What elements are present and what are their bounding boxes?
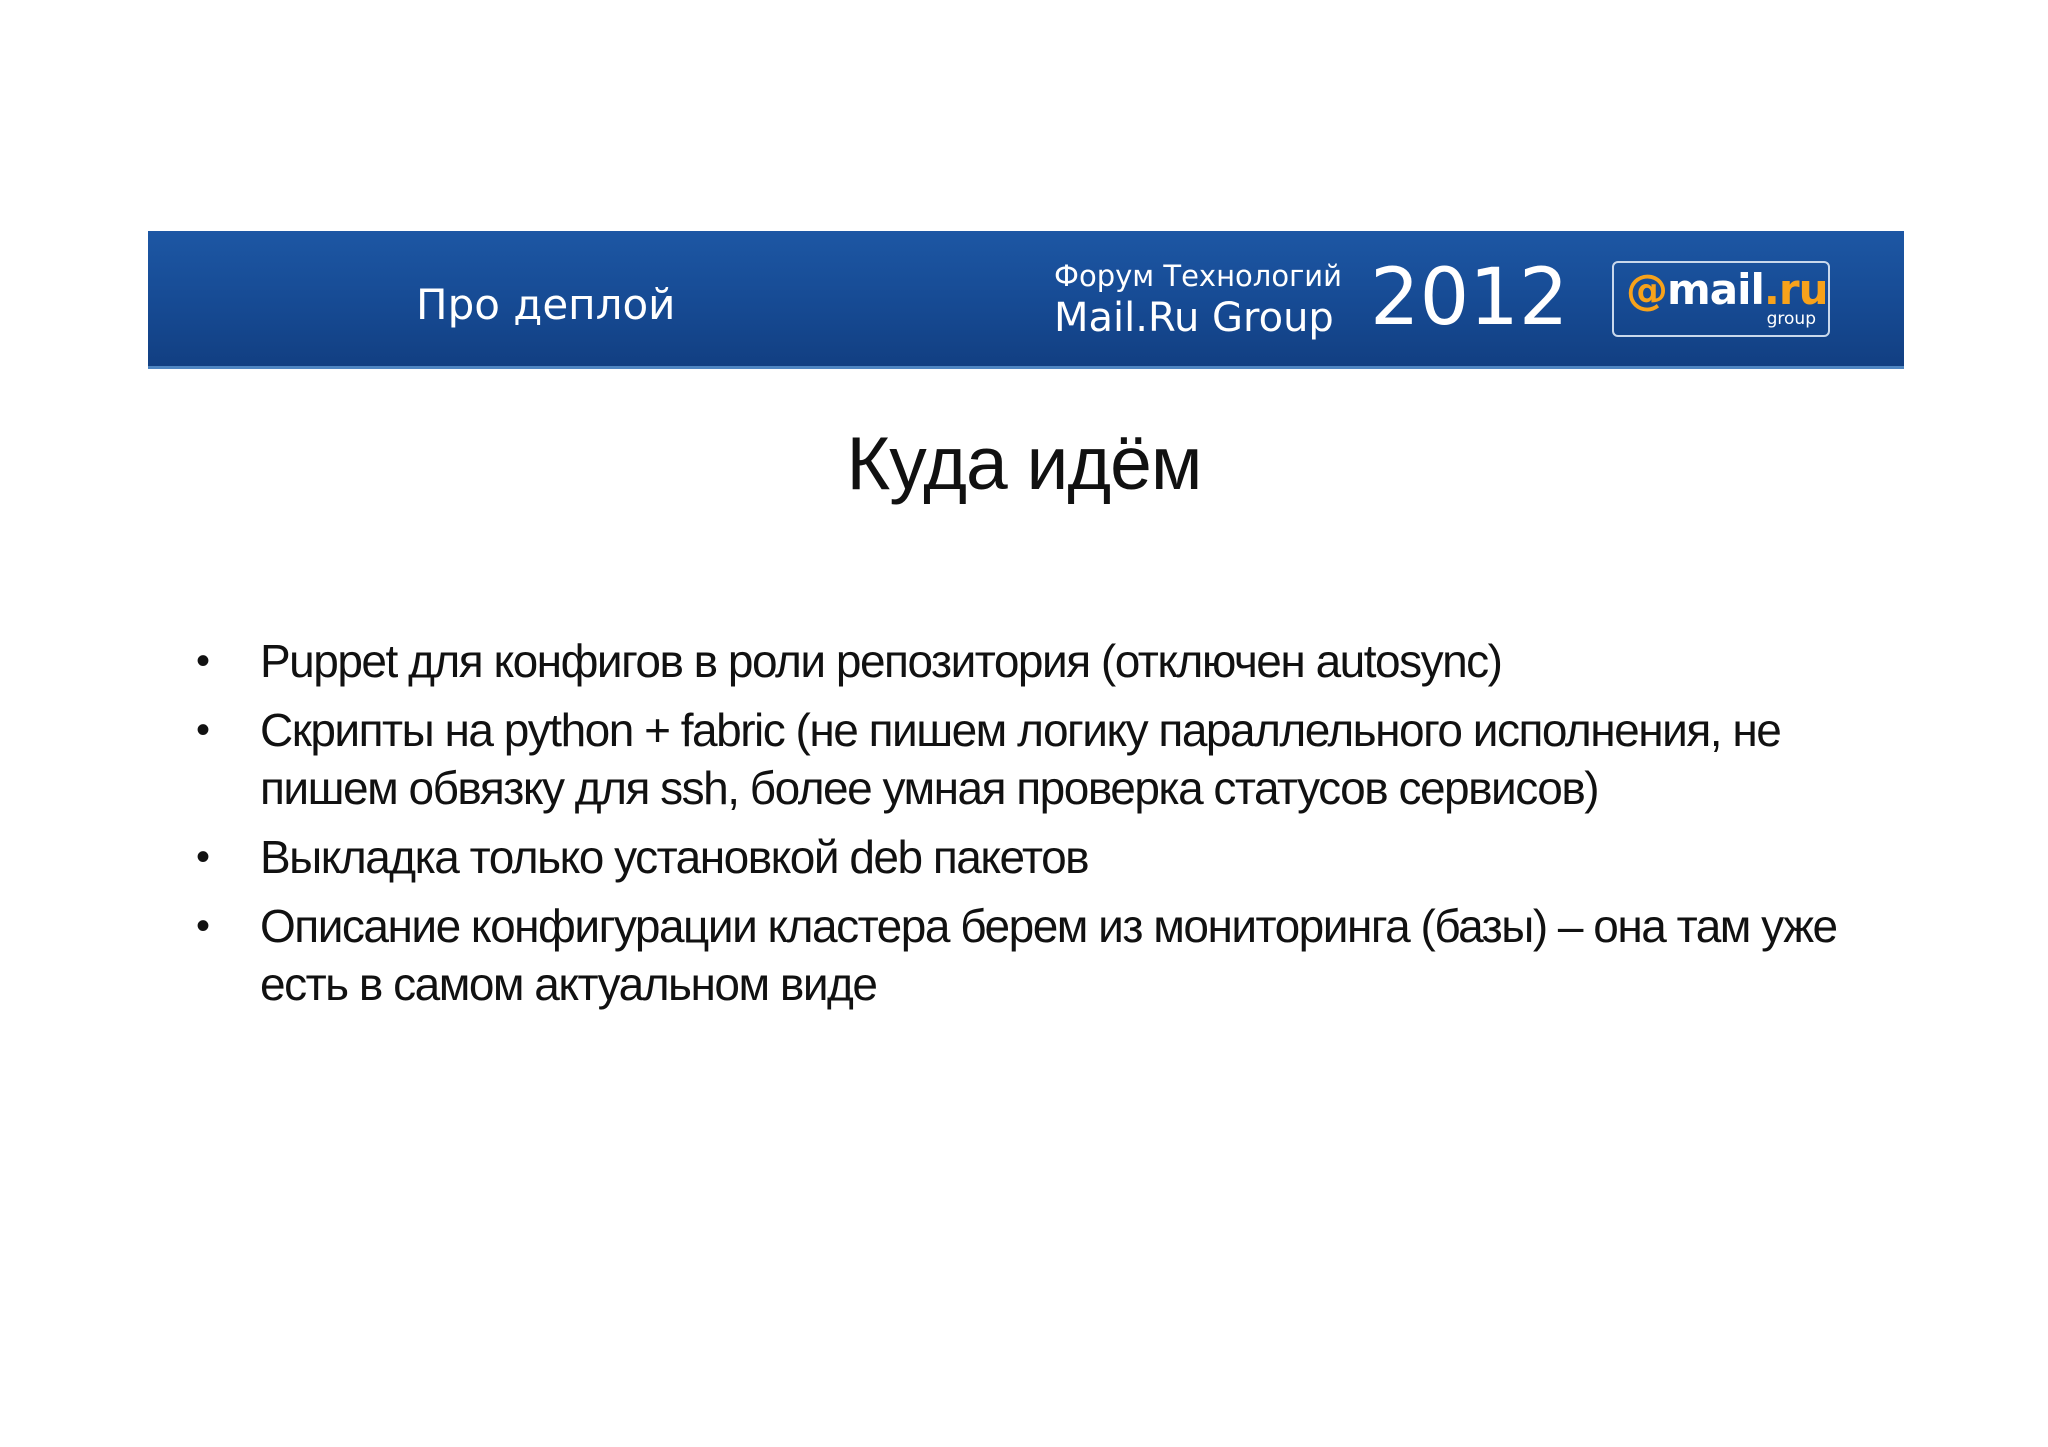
bullet-item [190,828,1890,886]
forum-company: Mail.Ru Group [1054,295,1334,341]
bullet-text: Скрипты на python + fabric (не пишем логику параллельного исполнения, не пишем обвязку для ssh, более умная проверка статусов сервисов) [260,704,1781,814]
bullet-item [190,632,1890,690]
bullet-marker: • [196,708,209,752]
logo-subtext: group [1766,309,1816,329]
bullet-marker: • [196,904,209,948]
bullet-text: Puppet для конфигов в роли репозитория (отключен autosync) [260,635,1502,687]
bullet-item [190,701,1890,817]
bullet-marker: • [196,835,209,879]
forum-title: Форум Технологий [1054,259,1343,293]
bullet-text: Описание конфигурации кластера берем из мониторинга (базы) – она там уже есть в самом актуальном виде [260,900,1837,1010]
bullet-list [190,632,1890,1024]
bullet-marker: • [196,639,209,683]
bullet-text: Выкладка только установкой deb пакетов [260,831,1089,883]
mailru-group-logo [1612,261,1830,337]
forum-year: 2012 [1370,253,1569,343]
section-title: Про деплой [416,280,676,329]
bullet-item [190,897,1890,1013]
logo-wordmark: @mail.ru [1626,265,1828,314]
slide-title: Куда идём [846,421,1202,505]
header-banner [148,231,1904,369]
